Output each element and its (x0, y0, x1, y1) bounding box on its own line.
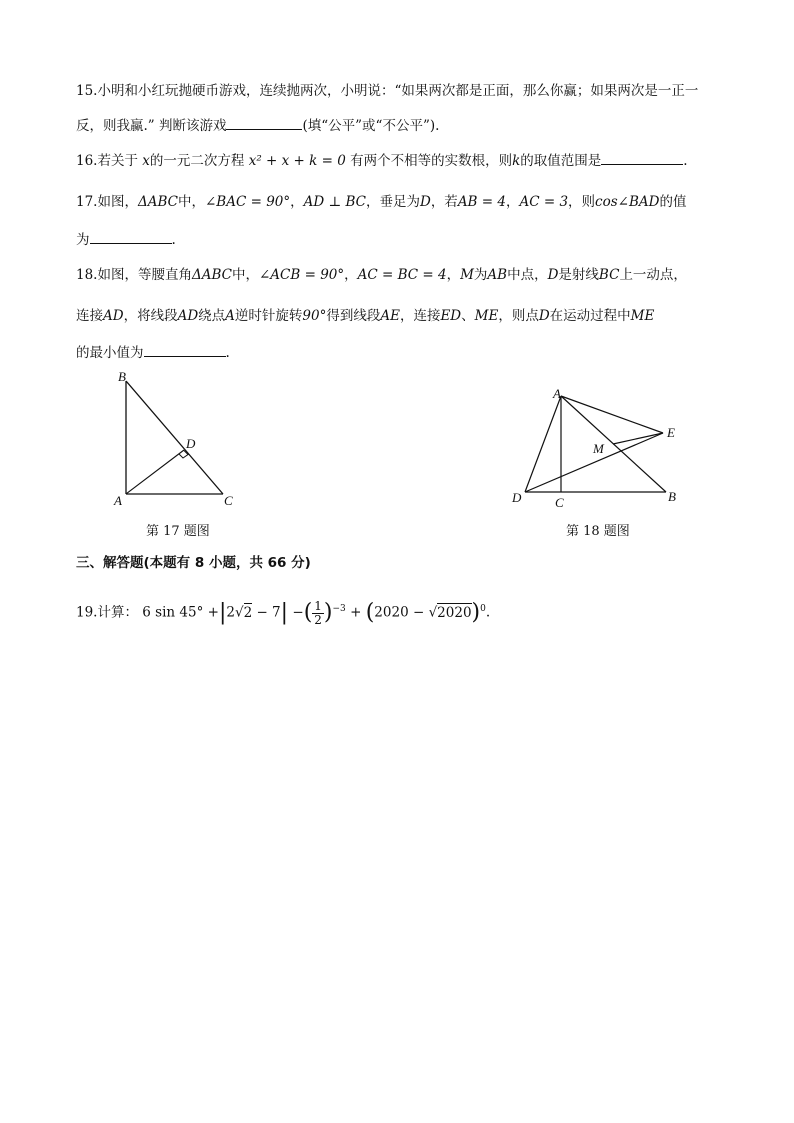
q16-line: 16.若关于 x的一元二次方程 x² + x + k = 0 有两个不相等的实数根，则k的取值范围是 . (76, 150, 688, 170)
q18-line1: 18.如图，等腰直角ΔABC中，∠ACB = 90°，AC = BC = 4，M为AB中点，D是射线BC上一动点， (76, 267, 687, 283)
answer-blank-15[interactable] (226, 115, 302, 130)
label-a: A (114, 493, 122, 508)
figure-18-caption: 第 18 题图 (566, 524, 630, 539)
label-b: B (668, 489, 676, 504)
segment-ad (126, 450, 184, 494)
figure-17 (100, 366, 260, 516)
answer-blank-16[interactable] (601, 150, 683, 165)
segment-ad (525, 396, 561, 492)
q15-line2: 反，则我赢.” 判断该游戏 (填“公平”或“不公平”). (76, 115, 439, 135)
label-a: A (553, 386, 561, 401)
label-m: M (593, 441, 604, 456)
q18-line3: 的最小值为 . (76, 342, 230, 362)
answer-blank-18[interactable] (144, 342, 226, 357)
label-e: E (667, 425, 675, 440)
segment-me (613, 433, 663, 444)
q19-line: 19.计算： 6 sin 45° +|2√2 − 7| −( $\frac{1}{2}$ )$^{-3} + (2020 - √2020)^0$. (76, 598, 491, 627)
label-c: C (555, 495, 564, 510)
q15-line1: 15.小明和小红玩抛硬币游戏，连续抛两次，小明说：“如果两次都是正面，那么你赢；如果两次是一正一 (76, 83, 699, 99)
q17-line2: 为 . (76, 229, 176, 249)
q18-line2: 连接AD，将线段AD绕点A逆时针旋转90°得到线段AE，连接ED、ME，则点D在运动过程中ME (76, 308, 655, 324)
segment-bc (126, 381, 223, 494)
q17-line1: 17.如图，ΔABC中，∠BAC = 90°，AD ⊥ BC，垂足为D，若AB = 4，AC = 3，则cos∠BAD的值 (76, 194, 687, 210)
segment-ae (561, 396, 663, 433)
section-heading: 三、解答题(本题有 8 小题，共 66 分) (76, 555, 311, 571)
answer-blank-17[interactable] (90, 229, 172, 244)
figure-18 (505, 383, 690, 515)
label-c: C (224, 493, 233, 508)
fraction-one-half: $\frac{1}{2}$ (314, 598, 322, 627)
figure-17-caption: 第 17 题图 (146, 524, 210, 539)
label-d: D (512, 490, 522, 505)
label-d: D (186, 436, 196, 451)
label-b: B (118, 369, 126, 384)
